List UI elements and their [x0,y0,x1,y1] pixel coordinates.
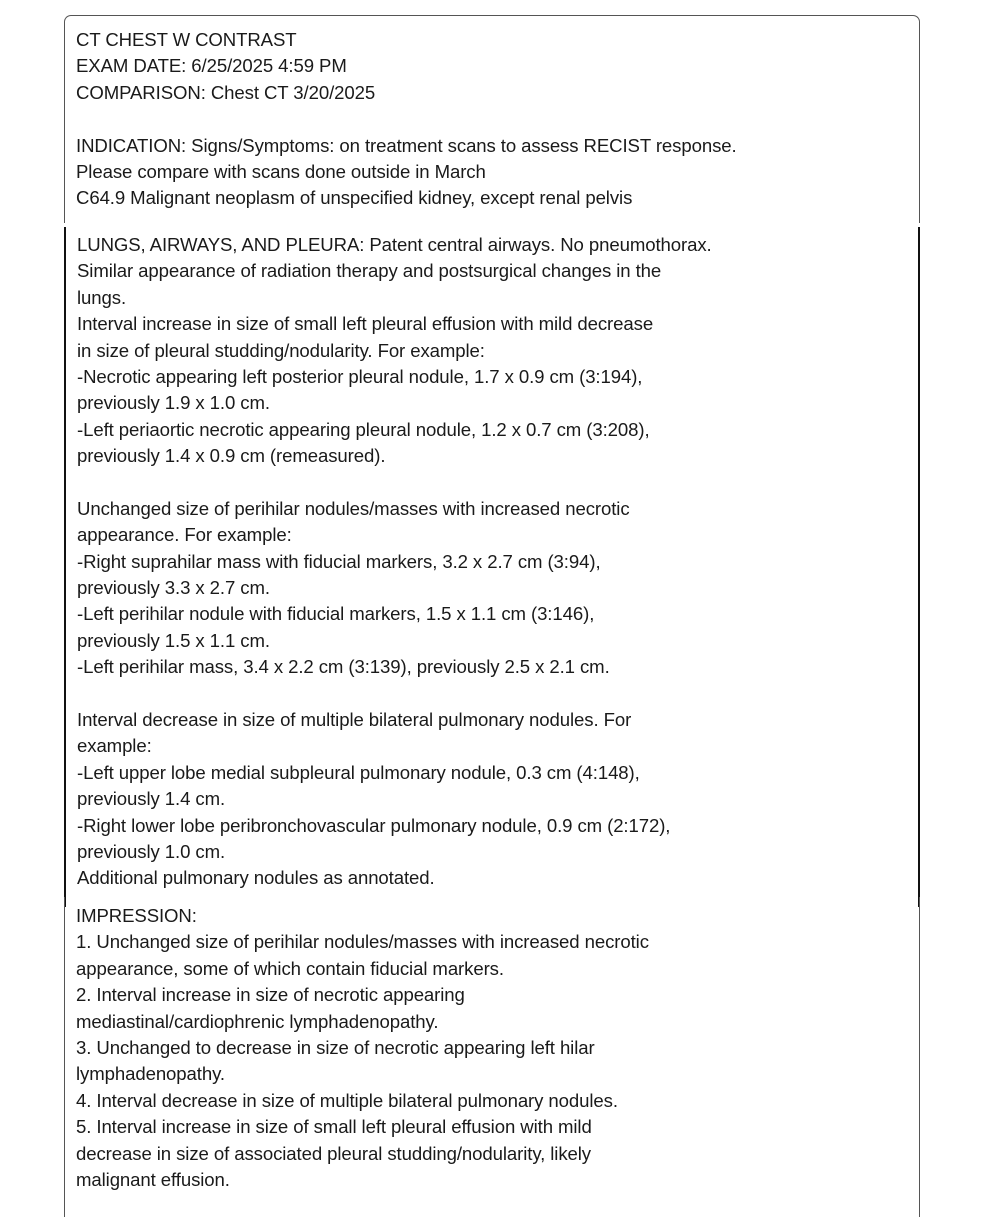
impression-line: lymphadenopathy. [76,1063,225,1085]
findings-line: -Left perihilar mass, 3.4 x 2.2 cm (3:139), previously 2.5 x 2.1 cm. [77,656,610,678]
findings-line: previously 1.4 cm. [77,788,226,810]
impression-line: appearance, some of which contain fiducial markers. [76,957,504,979]
impression-line: 1. Unchanged size of perihilar nodules/masses with increased necrotic [76,931,649,953]
findings-line: -Necrotic appearing left posterior pleural nodule, 1.7 x 0.9 cm (3:194), [77,365,643,387]
impression-heading: IMPRESSION: [76,905,197,926]
findings-line: previously 3.3 x 2.7 cm. [77,577,270,599]
findings-line: example: [77,735,152,757]
findings-line: -Left perihilar nodule with fiducial markers, 1.5 x 1.1 cm (3:146), [77,603,595,625]
findings-line: Similar appearance of radiation therapy and postsurgical changes in the [77,260,662,282]
blank-line [77,470,918,496]
comparison: COMPARISON: Chest CT 3/20/2025 [76,81,376,103]
findings-line: Additional pulmonary nodules as annotated. [77,867,435,889]
findings-line: LUNGS, AIRWAYS, AND PLEURA: Patent central airways. No pneumothorax. [77,234,712,255]
impression-section [64,897,920,1217]
findings-line: lungs. [77,286,127,308]
indication-line: INDICATION: Signs/Symptoms: on treatment scans to assess RECIST response. [76,134,737,156]
impression-line: 4. Interval decrease in size of multiple bilateral pulmonary nodules. [76,1089,618,1111]
impression-line: decrease in size of associated pleural studding/nodularity, likely [76,1142,592,1164]
findings-line: Unchanged size of perihilar nodules/masses with increased necrotic [77,497,630,519]
findings-line: Interval decrease in size of multiple bilateral pulmonary nodules. For [77,709,632,731]
impression-line: 5. Interval increase in size of small left pleural effusion with mild [76,1116,592,1138]
impression-line: mediastinal/cardiophrenic lymphadenopathy. [76,1010,439,1032]
findings-line: in size of pleural studding/nodularity. For example: [77,339,485,361]
findings-line: appearance. For example: [77,524,292,546]
blank-line [76,106,919,132]
impression-line: malignant effusion. [76,1168,230,1190]
blank-line [77,681,918,707]
exam-date: EXAM DATE: 6/25/2025 4:59 PM [76,55,347,77]
findings-line: previously 1.0 cm. [77,840,226,862]
findings-line: Interval increase in size of small left pleural effusion with mild decrease [77,313,654,335]
findings-line: previously 1.4 x 0.9 cm (remeasured). [77,445,386,467]
findings-line: -Left upper lobe medial subpleural pulmonary nodule, 0.3 cm (4:148), [77,761,640,783]
impression-line: 3. Unchanged to decrease in size of necrotic appearing left hilar [76,1036,595,1058]
radiology-report [64,15,920,1215]
indication-line: Please compare with scans done outside in March [76,160,486,182]
impression-line: 2. Interval increase in size of necrotic appearing [76,984,465,1006]
exam-title: CT CHEST W CONTRAST [76,29,297,50]
findings-line: -Right lower lobe peribronchovascular pulmonary nodule, 0.9 cm (2:172), [77,814,671,836]
findings-section [64,227,920,907]
findings-line: -Left periaortic necrotic appearing pleural nodule, 1.2 x 0.7 cm (3:208), [77,418,650,440]
findings-line: previously 1.5 x 1.1 cm. [77,629,270,651]
diagnosis-code: C64.9 Malignant neoplasm of unspecified kidney, except renal pelvis [76,187,633,209]
findings-line: -Right suprahilar mass with fiducial markers, 3.2 x 2.7 cm (3:94), [77,550,601,572]
findings-line: previously 1.9 x 1.0 cm. [77,392,270,414]
report-header-section [64,15,920,223]
